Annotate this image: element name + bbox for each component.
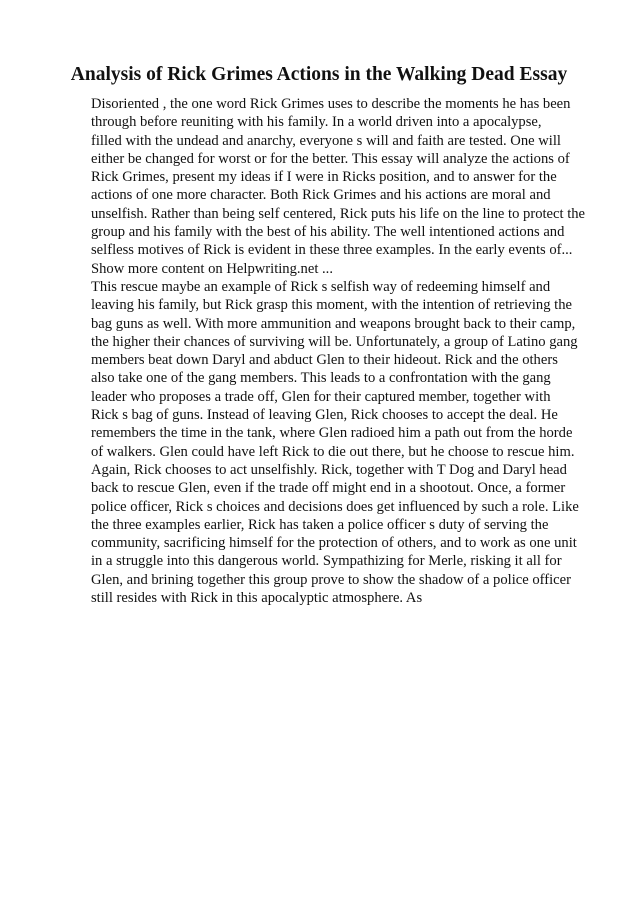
text-line: bag guns as well. With more ammunition and weapons brought back to their camp, [91, 315, 576, 332]
text-line: Rick Grimes, present my ideas if I were in Ricks position, and to answer for the [91, 169, 557, 186]
document-title: Analysis of Rick Grimes Actions in the Walking Dead Essay [70, 64, 568, 85]
text-line: This rescue maybe an example of Rick s selfish way of redeeming himself and [91, 278, 551, 295]
text-line: also take one of the gang members. This leads to a confrontation with the gang [91, 370, 551, 387]
text-line: unselfish. Rather than being self centered, Rick puts his life on the line to protect the [91, 205, 586, 222]
text-line: group and his family with the best of his ability. The well intentioned actions and [91, 224, 565, 241]
text-line: either be changed for worst or for the better. This essay will analyze the actions of [91, 150, 570, 167]
text-line: actions of one more character. Both Rick Grimes and his actions are moral and [91, 187, 551, 204]
text-line: community, sacrificing himself for the protection of others, and to work as one unit [91, 535, 577, 552]
text-line: remembers the time in the tank, where Glen radioed him a path out from the horde [91, 425, 573, 442]
text-line: back to rescue Glen, even if the trade off might end in a shootout. Once, a former [91, 480, 566, 497]
text-line: Disoriented , the one word Rick Grimes uses to describe the moments he has been [91, 96, 571, 112]
text-line: in a struggle into this dangerous world. Sympathizing for Merle, risking it all for [91, 553, 562, 570]
text-line: Glen, and brining together this group prove to show the shadow of a police officer [91, 571, 571, 588]
show-more-link[interactable]: Show more content on Helpwriting.net ... [91, 260, 333, 277]
text-line: through before reuniting with his family. In a world driven into a apocalypse, [91, 114, 542, 131]
text-line: of walkers. Glen could have left Rick to die out there, but he choose to rescue him. [91, 443, 575, 460]
text-line: members beat down Daryl and abduct Glen to their hideout. Rick and the others [91, 352, 558, 369]
text-line: leaving his family, but Rick grasp this moment, with the intention of retrieving the [91, 297, 572, 314]
text-line: leader who proposes a trade off, Glen for their captured member, together with [91, 388, 551, 405]
text-line: the three examples earlier, Rick has taken a police officer s duty of serving the [91, 516, 549, 533]
text-line: selfless motives of Rick is evident in these three examples. In the early events of... [91, 242, 573, 259]
text-line: filled with the undead and anarchy, everyone s will and faith are tested. One will [91, 132, 561, 149]
text-line: still resides with Rick in this apocalyptic atmosphere. As [91, 590, 423, 607]
text-line: Again, Rick chooses to act unselfishly. Rick, together with T Dog and Daryl head [91, 461, 567, 478]
text-line: the higher their chances of surviving will be. Unfortunately, a group of Latino gang [91, 333, 578, 350]
text-line: Rick s bag of guns. Instead of leaving Glen, Rick chooses to accept the deal. He [91, 407, 558, 424]
essay-body [91, 95, 591, 607]
text-line: police officer, Rick s choices and decisions does get influenced by such a role. Like [91, 498, 579, 515]
